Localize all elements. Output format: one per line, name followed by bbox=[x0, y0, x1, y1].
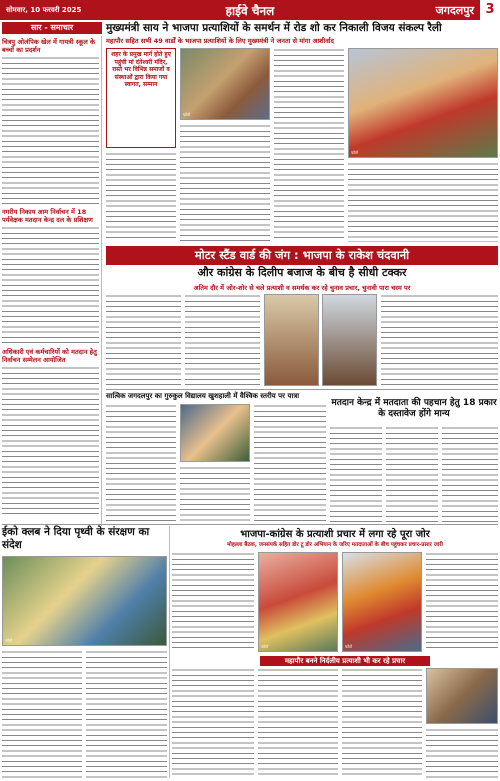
voting-docs-headline: मतदान केन्द्र में मतदाता की पहचान हेतु 18 प्रकार के दस्तावेज होंगे मान्य bbox=[331, 398, 497, 419]
voting-body-col1 bbox=[330, 426, 382, 522]
banner-body-col2 bbox=[185, 294, 260, 386]
issue-date: सोमवार, 10 फरवरी 2025 bbox=[6, 5, 82, 14]
summary-section-header: सार - समाचार bbox=[2, 22, 102, 34]
mayor-body-col2 bbox=[258, 668, 338, 778]
campaign-body-col2 bbox=[426, 552, 498, 652]
divider bbox=[2, 524, 498, 525]
rally-photo: फोटो bbox=[180, 48, 270, 120]
story-training-body bbox=[2, 226, 99, 346]
eco-body-col2 bbox=[86, 650, 167, 778]
mayor-body-col4 bbox=[426, 728, 498, 778]
road-show-photo: फोटो bbox=[348, 48, 498, 158]
campaign-photo-1: फोटो bbox=[258, 552, 338, 652]
left-column bbox=[2, 36, 102, 526]
banner-body-col1 bbox=[106, 294, 181, 386]
candidate-photo-2 bbox=[322, 294, 377, 386]
lead-body-col3 bbox=[274, 48, 344, 242]
campaign-subhead: मोहल्ला बैठक, जनसंपर्क सहित डोर टू डोर अभियान के जरिए मतदाताओं के बीच पहुंचकर प्रचार-प्रसार जारी bbox=[227, 542, 443, 548]
story-school-headline: चित्रपु ओलंपिक खेल में गायत्री स्कूल के बच्चों का प्रदर्शन bbox=[2, 38, 96, 54]
lead-body-col2 bbox=[180, 124, 270, 242]
story-training-headline: नगरीय निकाय आम निर्वाचन में 18 पर्यवेक्षक मतदान केन्द्र दल के प्रशिक्षण bbox=[2, 208, 93, 224]
mayor-candidate-photo bbox=[426, 668, 498, 724]
mayor-independent-headline: महापौर बनने निर्दलीय प्रत्याशी भी कर रहे प्रचार bbox=[260, 656, 430, 666]
lead-headline: मुख्यमंत्री साय ने भाजपा प्रत्याशियों के समर्थन में रोड शो कर निकाली विजय संकल्प रैली bbox=[106, 22, 442, 34]
lead-subhead: महापौर सहित सभी 49 वार्डों के भाजपा प्रत्याशियों के लिए मुख्यमंत्री ने जनता से मांगा आशीर्वाद bbox=[106, 37, 334, 45]
lead-sidebox-headline: शहर के प्रमुख मार्ग होते हुए पहुंची मां दंतेश्वरी मंदिर, रास्ते भर विभिन्न समाजों व संस्थाओं द्वारा किया गया स्वागत, सम्मान bbox=[111, 51, 171, 88]
campaign-body-col1 bbox=[172, 552, 254, 652]
page-number: 3 bbox=[480, 0, 500, 20]
eco-club-photo: फोटो bbox=[2, 556, 167, 646]
edition-city: जगदलपुर bbox=[435, 3, 474, 17]
gurukul-photo bbox=[180, 404, 250, 462]
eco-body-col1 bbox=[2, 650, 82, 778]
gurukul-body-col2 bbox=[180, 466, 250, 522]
candidate-photo-1 bbox=[264, 294, 319, 386]
masthead bbox=[0, 0, 500, 20]
eco-club-headline: ईको क्लब ने दिया पृथ्वी के संरक्षण का संदेश bbox=[2, 526, 150, 551]
voting-body-col3 bbox=[442, 426, 498, 522]
gurukul-body-col1 bbox=[106, 404, 176, 522]
gurukul-body-col3 bbox=[254, 404, 326, 522]
mayor-body-col1 bbox=[172, 668, 254, 778]
banner-deck: अतिम दौर में जोर-शोर से चले प्रत्याशी व समर्थक कर रहे चुनाव प्रचार, चुनावी पारा चरम पर bbox=[193, 284, 411, 292]
voting-body-col2 bbox=[386, 426, 438, 522]
story-school-body bbox=[2, 56, 99, 206]
campaign-photo-2: फोटो bbox=[342, 552, 422, 652]
story-conference-body bbox=[2, 366, 99, 516]
lead-sidebox bbox=[106, 48, 176, 148]
divider bbox=[106, 389, 498, 390]
banner-body-col3 bbox=[381, 294, 498, 386]
lead-body-col4 bbox=[348, 162, 498, 242]
divider bbox=[169, 526, 170, 778]
campaign-headline: भाजपा-कांग्रेस के प्रत्याशी प्रचार में लगा रहे पूरा जोर bbox=[240, 529, 430, 540]
section-title: हाईवे चैनल bbox=[225, 3, 275, 18]
banner-headline: मोटर स्टैंड वार्ड की जंग : भाजपा के राकेश चंदवानी bbox=[106, 246, 498, 265]
banner-subheadline: और कांग्रेस के दिलीप बजाज के बीच है सीधी टक्कर bbox=[197, 266, 407, 279]
mayor-body-col3 bbox=[342, 668, 422, 778]
lead-body-col1 bbox=[106, 152, 176, 242]
story-conference-headline: अधिकारी एवं कर्मचारियों को मतदान हेतु निर्वाचन सम्मेलन आयोजित bbox=[2, 348, 97, 364]
gurukul-headline: सात्विक जगदलपुर का गुरुकुल विद्यालय खुशहाली में वैश्विक स्तरीय पर यात्रा bbox=[106, 392, 300, 400]
